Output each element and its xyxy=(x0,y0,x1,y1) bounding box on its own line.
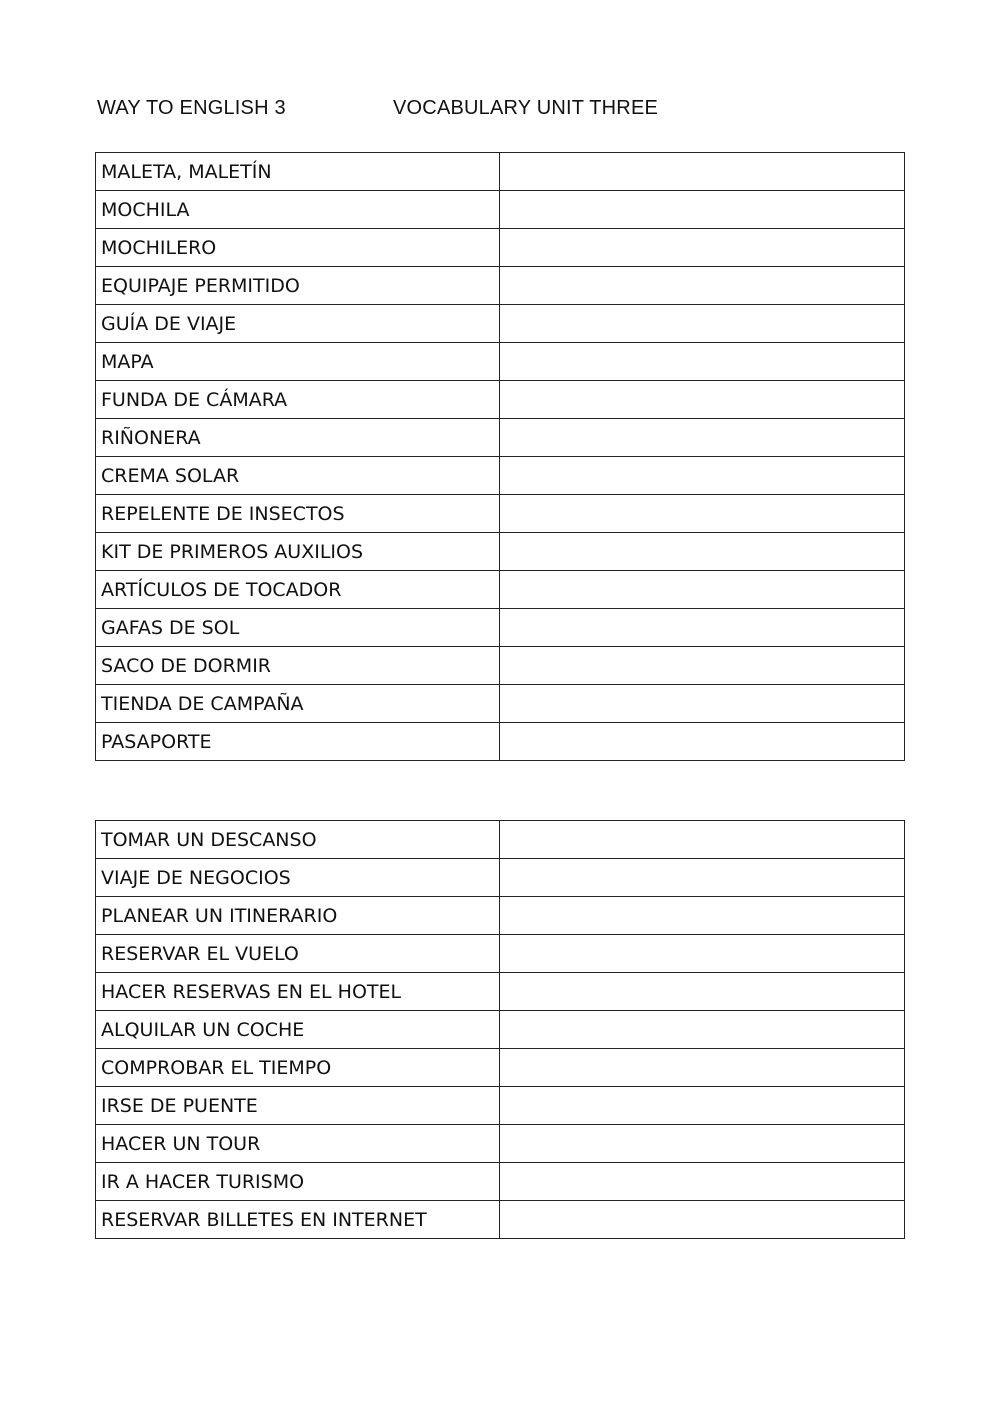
table-row xyxy=(96,647,905,685)
spanish-term: VIAJE DE NEGOCIOS xyxy=(96,859,500,897)
spanish-term: IRSE DE PUENTE xyxy=(96,1087,500,1125)
table-row xyxy=(96,609,905,647)
spanish-term: COMPROBAR EL TIEMPO xyxy=(96,1049,500,1087)
spanish-term: REPELENTE DE INSECTOS xyxy=(96,495,500,533)
vocabulary-table-travel-items xyxy=(95,152,905,761)
answer-cell[interactable] xyxy=(500,685,905,723)
answer-cell[interactable] xyxy=(500,1125,905,1163)
answer-cell[interactable] xyxy=(500,229,905,267)
spanish-term: PASAPORTE xyxy=(96,723,500,761)
table-row xyxy=(96,229,905,267)
table-row xyxy=(96,571,905,609)
answer-cell[interactable] xyxy=(500,609,905,647)
answer-cell[interactable] xyxy=(500,973,905,1011)
answer-cell[interactable] xyxy=(500,191,905,229)
answer-cell[interactable] xyxy=(500,381,905,419)
spanish-term: ARTÍCULOS DE TOCADOR xyxy=(96,571,500,609)
answer-cell[interactable] xyxy=(500,859,905,897)
spanish-term: SACO DE DORMIR xyxy=(96,647,500,685)
answer-cell[interactable] xyxy=(500,1049,905,1087)
answer-cell[interactable] xyxy=(500,723,905,761)
spanish-term: ALQUILAR UN COCHE xyxy=(96,1011,500,1049)
spanish-term: CREMA SOLAR xyxy=(96,457,500,495)
answer-cell[interactable] xyxy=(500,495,905,533)
answer-cell[interactable] xyxy=(500,533,905,571)
answer-cell[interactable] xyxy=(500,647,905,685)
answer-cell[interactable] xyxy=(500,897,905,935)
table-row xyxy=(96,1125,905,1163)
spanish-term: HACER UN TOUR xyxy=(96,1125,500,1163)
spanish-term: GUÍA DE VIAJE xyxy=(96,305,500,343)
unit-title: VOCABULARY UNIT THREE xyxy=(393,97,659,119)
answer-cell[interactable] xyxy=(500,153,905,191)
spanish-term: IR A HACER TURISMO xyxy=(96,1163,500,1201)
table-row xyxy=(96,935,905,973)
table-row xyxy=(96,305,905,343)
spanish-term: FUNDA DE CÁMARA xyxy=(96,381,500,419)
vocabulary-table-travel-phrases xyxy=(95,820,905,1239)
table-row xyxy=(96,723,905,761)
table-row xyxy=(96,457,905,495)
answer-cell[interactable] xyxy=(500,343,905,381)
table-row xyxy=(96,685,905,723)
spanish-term: RESERVAR BILLETES EN INTERNET xyxy=(96,1201,500,1239)
spanish-term: TIENDA DE CAMPAÑA xyxy=(96,685,500,723)
worksheet-header xyxy=(97,97,897,123)
spanish-term: MALETA, MALETÍN xyxy=(96,153,500,191)
table-row xyxy=(96,897,905,935)
table-row xyxy=(96,343,905,381)
answer-cell[interactable] xyxy=(500,419,905,457)
spanish-term: PLANEAR UN ITINERARIO xyxy=(96,897,500,935)
table-row xyxy=(96,859,905,897)
spanish-term: MAPA xyxy=(96,343,500,381)
answer-cell[interactable] xyxy=(500,1011,905,1049)
answer-cell[interactable] xyxy=(500,305,905,343)
answer-cell[interactable] xyxy=(500,1201,905,1239)
table-row xyxy=(96,1049,905,1087)
table-row xyxy=(96,381,905,419)
answer-cell[interactable] xyxy=(500,935,905,973)
table-row xyxy=(96,1087,905,1125)
spanish-term: MOCHILERO xyxy=(96,229,500,267)
spanish-term: EQUIPAJE PERMITIDO xyxy=(96,267,500,305)
table-row xyxy=(96,821,905,859)
answer-cell[interactable] xyxy=(500,1163,905,1201)
answer-cell[interactable] xyxy=(500,267,905,305)
table-row xyxy=(96,1011,905,1049)
table-row xyxy=(96,533,905,571)
table-row xyxy=(96,153,905,191)
spanish-term: HACER RESERVAS EN EL HOTEL xyxy=(96,973,500,1011)
answer-cell[interactable] xyxy=(500,1087,905,1125)
spanish-term: KIT DE PRIMEROS AUXILIOS xyxy=(96,533,500,571)
table-row xyxy=(96,191,905,229)
answer-cell[interactable] xyxy=(500,457,905,495)
answer-cell[interactable] xyxy=(500,571,905,609)
table-row xyxy=(96,267,905,305)
answer-cell[interactable] xyxy=(500,821,905,859)
table-row xyxy=(96,1163,905,1201)
table-row xyxy=(96,495,905,533)
table-row xyxy=(96,419,905,457)
spanish-term: GAFAS DE SOL xyxy=(96,609,500,647)
spanish-term: RIÑONERA xyxy=(96,419,500,457)
spanish-term: RESERVAR EL VUELO xyxy=(96,935,500,973)
spanish-term: TOMAR UN DESCANSO xyxy=(96,821,500,859)
book-title: WAY TO ENGLISH 3 xyxy=(97,97,286,119)
table-row xyxy=(96,1201,905,1239)
spanish-term: MOCHILA xyxy=(96,191,500,229)
table-row xyxy=(96,973,905,1011)
